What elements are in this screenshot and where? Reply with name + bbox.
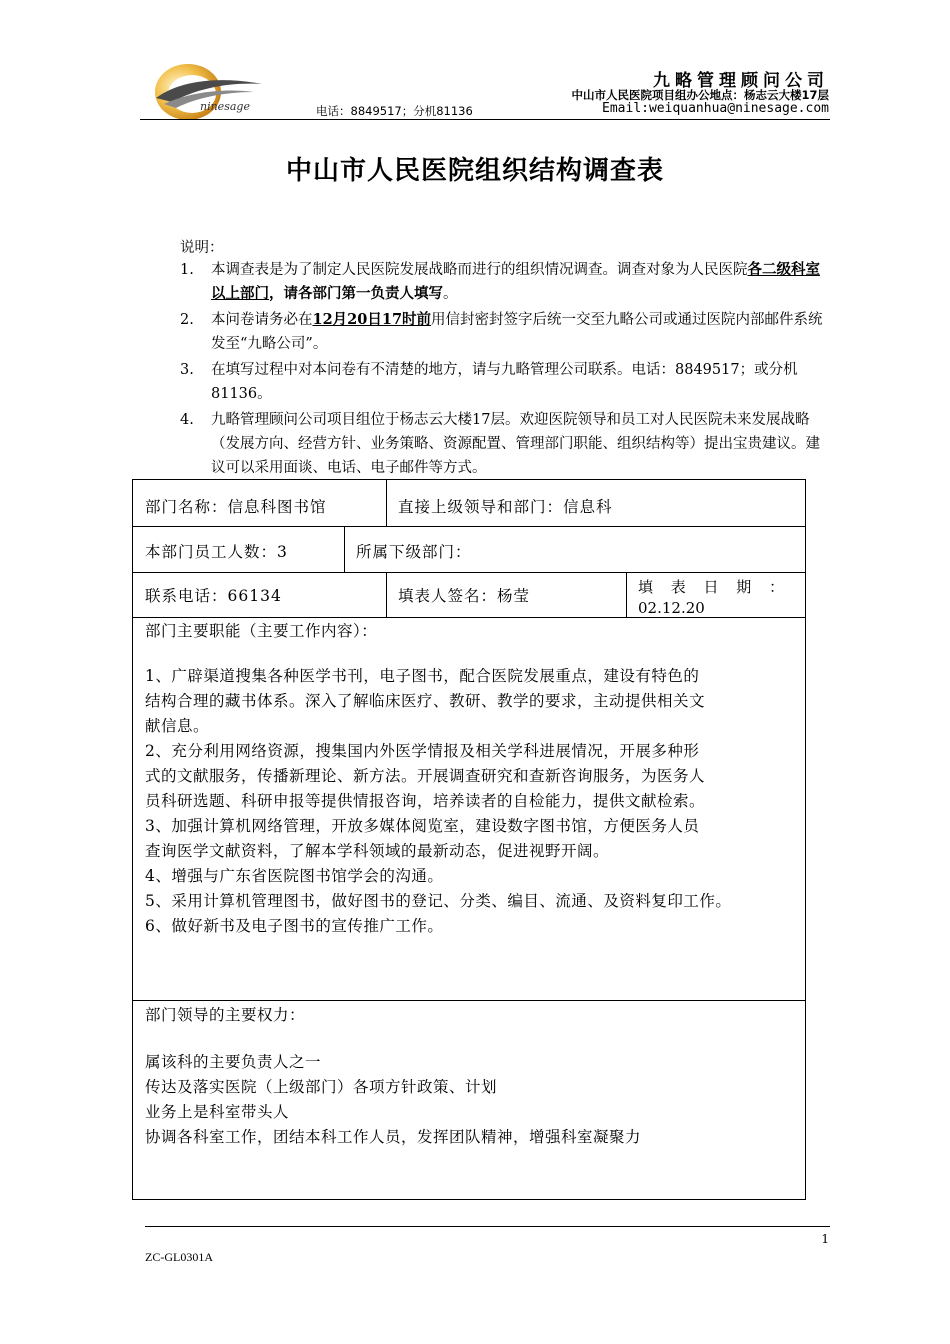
company-name: 九略管理顾问公司 — [653, 71, 829, 91]
note-text: 本调查表是为了制定人民医院发展战略而进行的组织情况调查。调查对象为人民医院 — [211, 262, 748, 278]
duty-line: 4、增强与广东省医院图书馆学会的沟通。 — [145, 867, 444, 885]
power-line: 协调各科室工作，团结本科工作人员，发挥团队精神，增强科室凝聚力 — [145, 1128, 642, 1146]
header-email: Email:weiquanhua@ninesage.com — [602, 101, 829, 116]
table-row-divider — [132, 572, 806, 573]
header-divider — [140, 119, 830, 120]
note-number: 3. — [180, 362, 194, 378]
duty-line: 2、充分利用网络资源，搜集国内外医学情报及相关学科进展情况，开展多种形 — [145, 742, 700, 760]
dept-name-field: 部门名称：信息科图书馆 — [145, 498, 327, 516]
note-emphasis: ，请各部门第一负责人填写 — [269, 285, 443, 302]
superior-field: 直接上级领导和部门：信息科 — [398, 498, 613, 516]
page-title: 中山市人民医院组织结构调查表 — [285, 156, 664, 186]
note-text: 。 — [443, 286, 458, 302]
company-logo — [150, 58, 268, 128]
powers-heading: 部门领导的主要权力： — [145, 1006, 306, 1024]
notes-heading: 说明： — [180, 240, 224, 256]
contact-phone-field: 联系电话：66134 — [145, 587, 282, 605]
table-col-divider — [344, 526, 345, 572]
note-deadline: 12月20日17时前 — [312, 311, 432, 328]
table-row-divider — [132, 617, 806, 618]
note-emphasis: 各二级科室以上部门 — [211, 261, 820, 302]
note-number: 4. — [180, 412, 194, 428]
note-number: 1. — [180, 262, 194, 278]
duty-line: 3、加强计算机网络管理，开放多媒体阅览室，建设数字图书馆，方便医务人员 — [145, 817, 700, 835]
duty-line: 查询医学文献资料，了解本学科领域的最新动态，促进视野开阔。 — [145, 842, 610, 860]
staff-count-field: 本部门员工人数：3 — [145, 543, 288, 561]
duty-line: 结构合理的藏书体系。深入了解临床医疗、教研、教学的要求，主动提供相关文 — [145, 692, 706, 710]
table-row-divider — [132, 1000, 806, 1001]
duty-line: 献信息。 — [145, 717, 210, 735]
filler-signature-field: 填表人签名：杨莹 — [398, 587, 531, 605]
note-text: 本问卷请务必在 — [211, 312, 313, 328]
table-col-divider — [386, 572, 387, 617]
note-number: 2. — [180, 312, 194, 328]
table-col-divider — [386, 480, 387, 526]
note-text: 用信封密封签字后统一交至九略公司或通过医院内部邮件系统发至“九略公司”。 — [211, 312, 823, 352]
subordinate-field: 所属下级部门： — [356, 543, 472, 561]
duty-line: 6、做好新书及电子图书的宣传推广工作。 — [145, 917, 444, 935]
note-item — [180, 308, 830, 356]
power-line: 业务上是科室带头人 — [145, 1103, 290, 1121]
duty-line: 1、广辟渠道搜集各种医学书刊，电子图书，配合医院发展重点，建设有特色的 — [145, 667, 700, 685]
note-text: 在填写过程中对本问卷有不清楚的地方，请与九略管理公司联系。电话：8849517；或分机81136。 — [211, 362, 798, 402]
duties-heading: 部门主要职能（主要工作内容）： — [145, 622, 378, 640]
duty-line: 5、采用计算机管理图书，做好图书的登记、分类、编目、流通、及资料复印工作。 — [145, 892, 732, 910]
logo-swoosh-icon — [150, 58, 268, 128]
table-row-divider — [132, 526, 806, 527]
note-item — [180, 408, 830, 480]
document-code: ZC-GL0301A — [145, 1250, 213, 1264]
power-line: 传达及落实医院（上级部门）各项方针政策、计划 — [145, 1078, 498, 1096]
logo-text: ninesage — [200, 100, 250, 113]
footer-divider — [145, 1226, 830, 1227]
header-phone: 电话：8849517；分机81136 — [316, 104, 473, 118]
note-text: 九略管理顾问公司项目组位于杨志云大楼17层。欢迎医院领导和员工对人民医院未来发展战略（发展方向、经营方针、业务策略、资源配置、管理部门职能、组织结构等）提出宝贵建议。建议可以采用面谈、电话、电子邮件等方式。 — [211, 412, 820, 476]
note-item — [180, 258, 830, 306]
office-address: 中山市人民医院项目组办公地点：杨志云大楼17层 — [571, 88, 829, 102]
page-number: 1 — [821, 1232, 829, 1246]
fill-date-value: 02.12.20 — [638, 599, 705, 617]
fill-date-label: 填 表 日 期 ： — [638, 578, 785, 596]
table-col-divider — [626, 572, 627, 617]
duty-line: 员科研选题、科研申报等提供情报咨询，培养读者的自检能力，提供文献检索。 — [145, 792, 706, 810]
duty-line: 式的文献服务，传播新理论、新方法。开展调查研究和查新咨询服务，为医务人 — [145, 767, 706, 785]
power-line: 属该科的主要负责人之一 — [145, 1053, 322, 1071]
note-item — [180, 358, 830, 406]
